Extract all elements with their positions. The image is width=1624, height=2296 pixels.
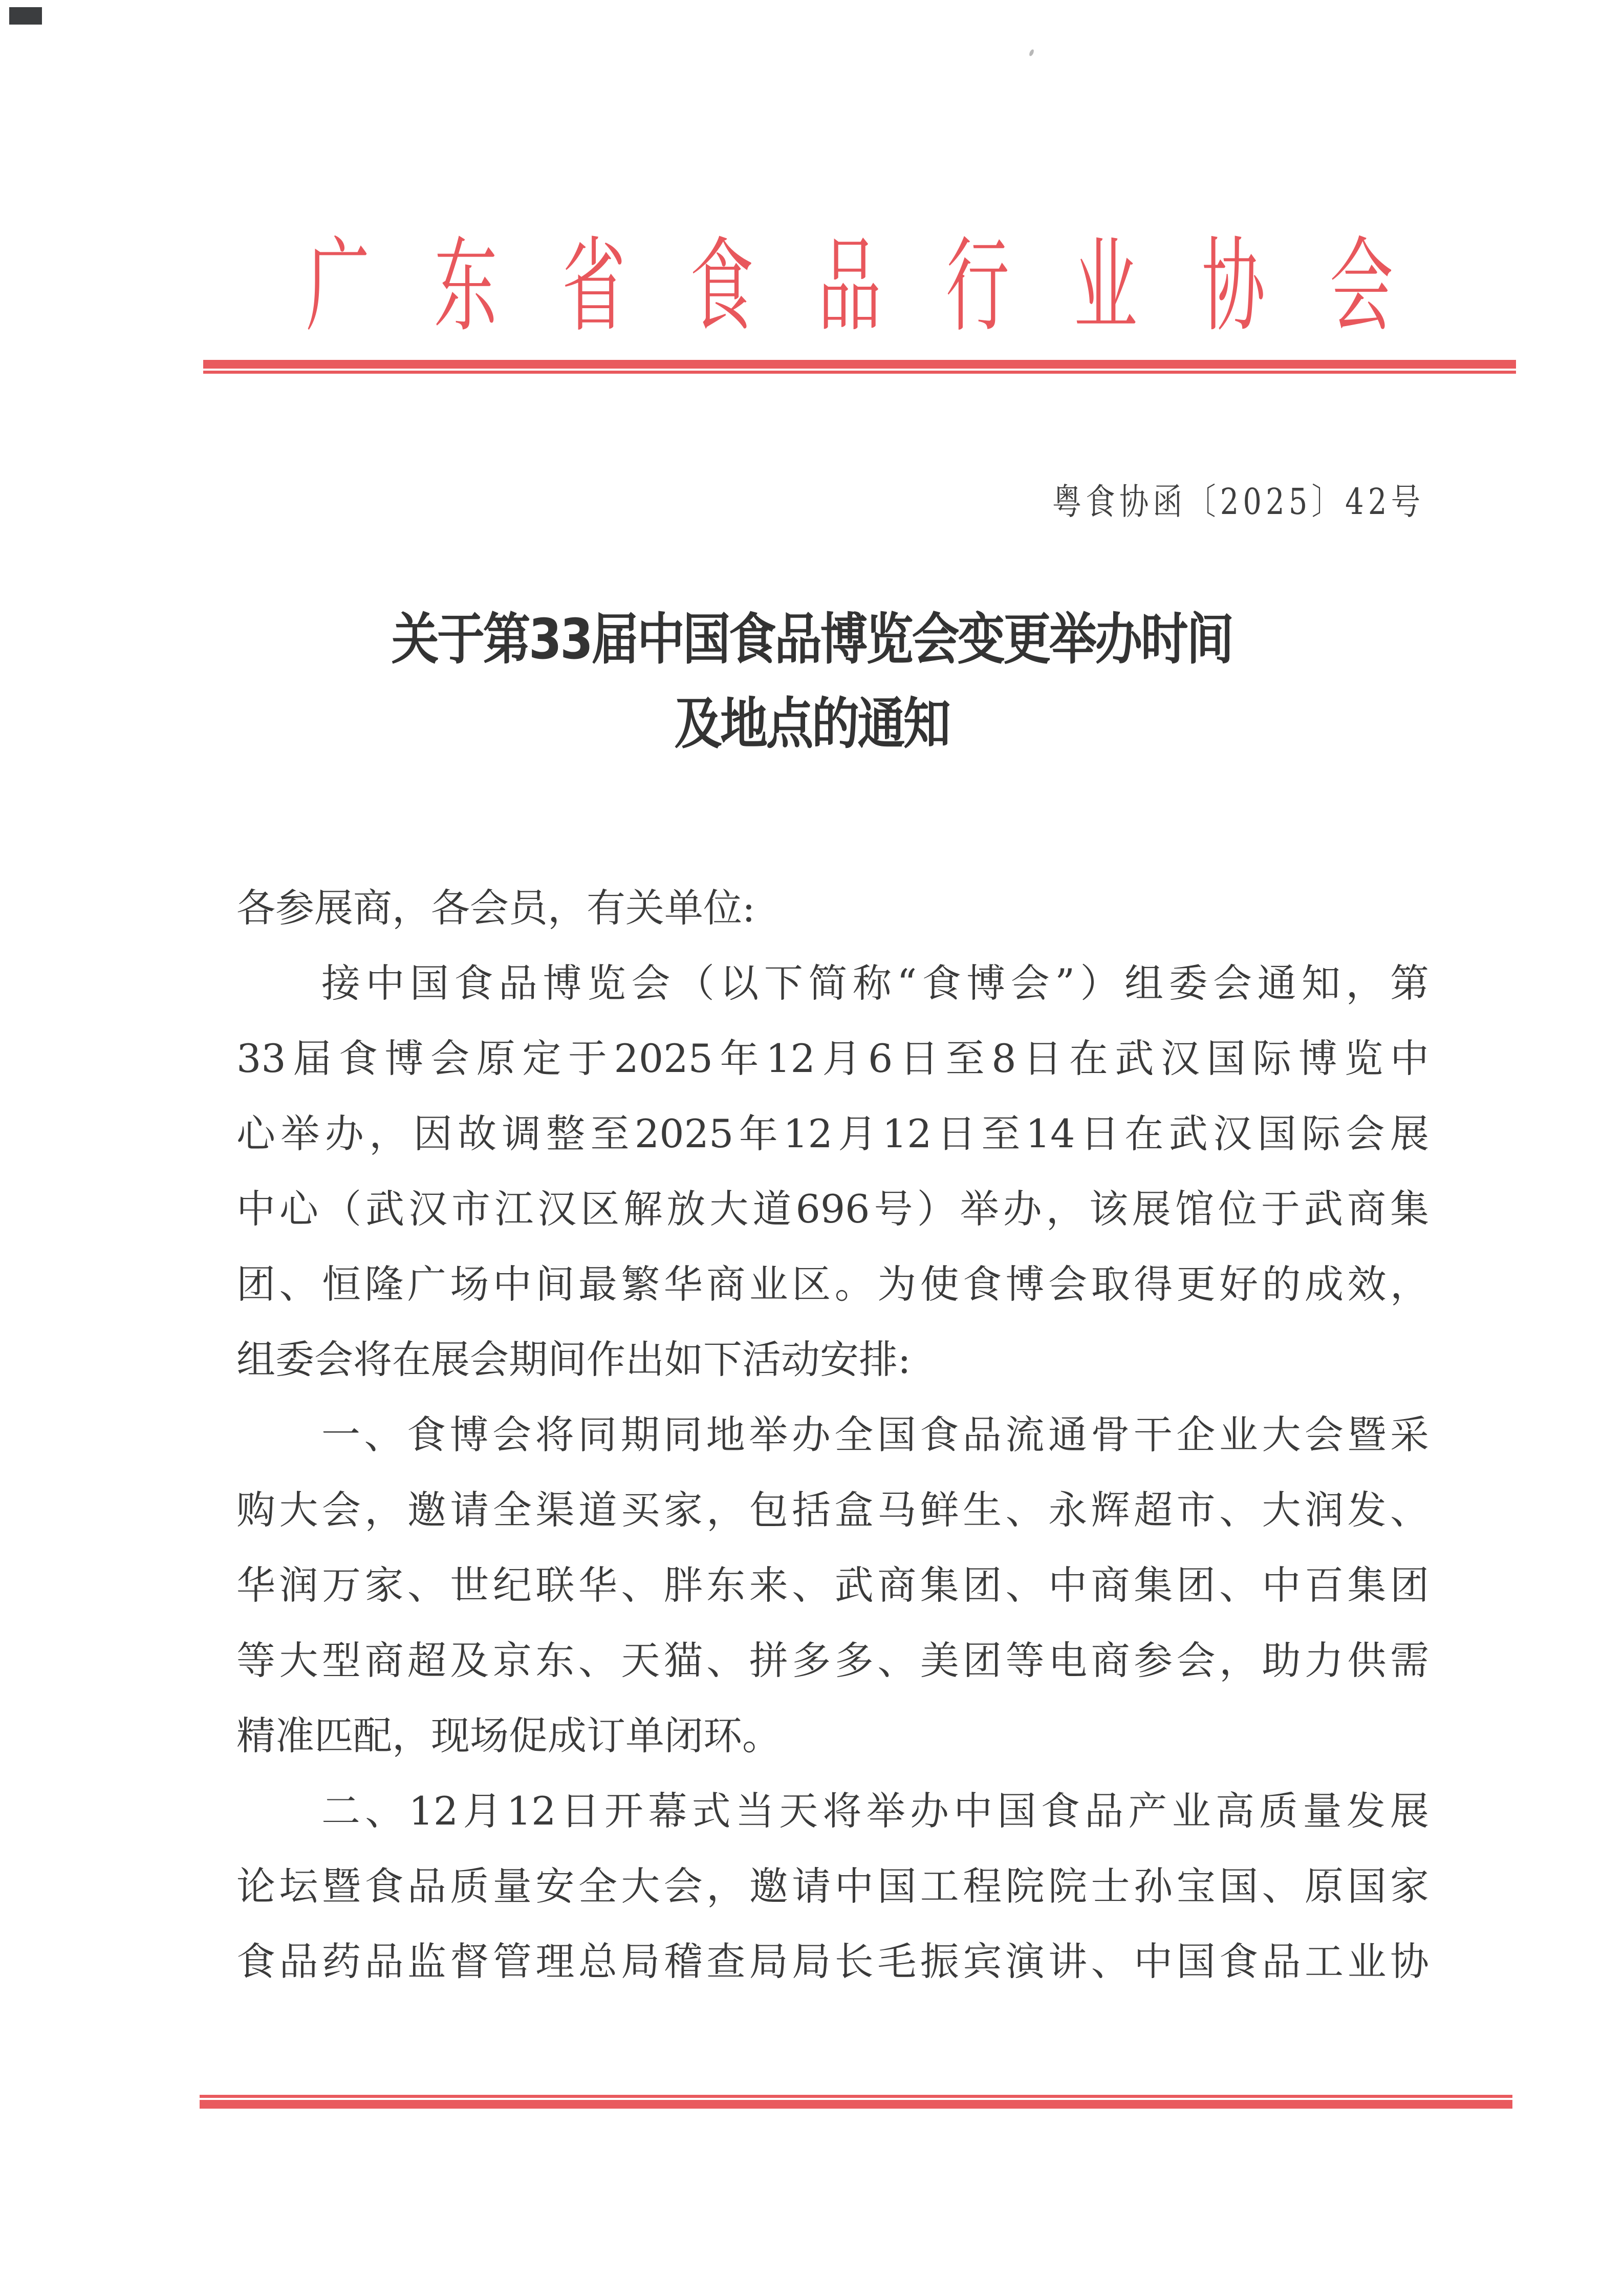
letterhead-char: 东: [434, 227, 498, 346]
item-line: 论坛暨食品质量安全大会，邀请中国工程院院士孙宝国、原国家: [236, 1863, 1429, 1909]
scan-speck: [1028, 49, 1034, 57]
letterhead-organization-name: [287, 228, 1413, 346]
title-text-1: 关于第33届中国食品博览会变更举办时间: [392, 608, 1232, 672]
document-title-line-1: [0, 604, 1624, 676]
scan-marker: [9, 7, 42, 25]
item-line: 等大型商超及京东、天猫、拼多多、美团等电商参会，助力供需: [236, 1638, 1429, 1683]
footer-rule-thin: [200, 2095, 1512, 2098]
document-body: [236, 870, 1429, 1999]
item-line: 购大会，邀请全渠道买家，包括盒马鲜生、永辉超市、大润发、: [236, 1487, 1429, 1533]
letterhead-char: 品: [818, 227, 882, 346]
item-line: 一、食博会将同期同地举办全国食品流通骨干企业大会暨采: [321, 1412, 1429, 1457]
letterhead-char: 会: [1330, 227, 1394, 346]
footer-rule-thick: [200, 2100, 1512, 2109]
letterhead-char: 行: [946, 227, 1010, 346]
letterhead-char: 广: [306, 227, 370, 346]
paragraph-line: 中心（武汉市江汉区解放大道696号）举办，该展馆位于武商集: [236, 1186, 1429, 1232]
item-line: 食品药品监督管理总局稽查局局长毛振宾演讲、中国食品工业协: [236, 1939, 1429, 1984]
paragraph-line: 心举办，因故调整至2025年12月12日至14日在武汉国际会展: [236, 1111, 1429, 1156]
letterhead-char: 省: [562, 227, 626, 346]
item-line: 二、12月12日开幕式当天将举办中国食品产业高质量发展: [321, 1788, 1429, 1834]
paragraph-line: 接中国食品博览会（以下简称“食博会”）组委会通知，第: [321, 960, 1429, 1006]
letterhead-char: 食: [690, 227, 754, 346]
document-title-line-2: [0, 689, 1624, 760]
letterhead-char: 协: [1202, 227, 1266, 346]
header-rule-thick: [203, 360, 1516, 369]
paragraph-line: 团、恒隆广场中间最繁华商业区。为使食博会取得更好的成效，: [236, 1261, 1429, 1307]
item-line: 精准匹配，现场促成订单闭环。: [236, 1713, 781, 1758]
letterhead-char: 业: [1074, 227, 1138, 346]
paragraph-line: 组委会将在展会期间作出如下活动安排:: [236, 1337, 911, 1382]
document-reference-number: 粤食协函〔2025〕42号: [1052, 481, 1424, 523]
header-rule-thin: [203, 371, 1516, 374]
paragraph-line: 33届食博会原定于2025年12月6日至8日在武汉国际博览中: [236, 1036, 1429, 1081]
salutation: 各参展商，各会员，有关单位:: [236, 885, 755, 931]
title-text-2: 及地点的通知: [675, 692, 949, 756]
item-line: 华润万家、世纪联华、胖东来、武商集团、中商集团、中百集团: [236, 1562, 1429, 1608]
